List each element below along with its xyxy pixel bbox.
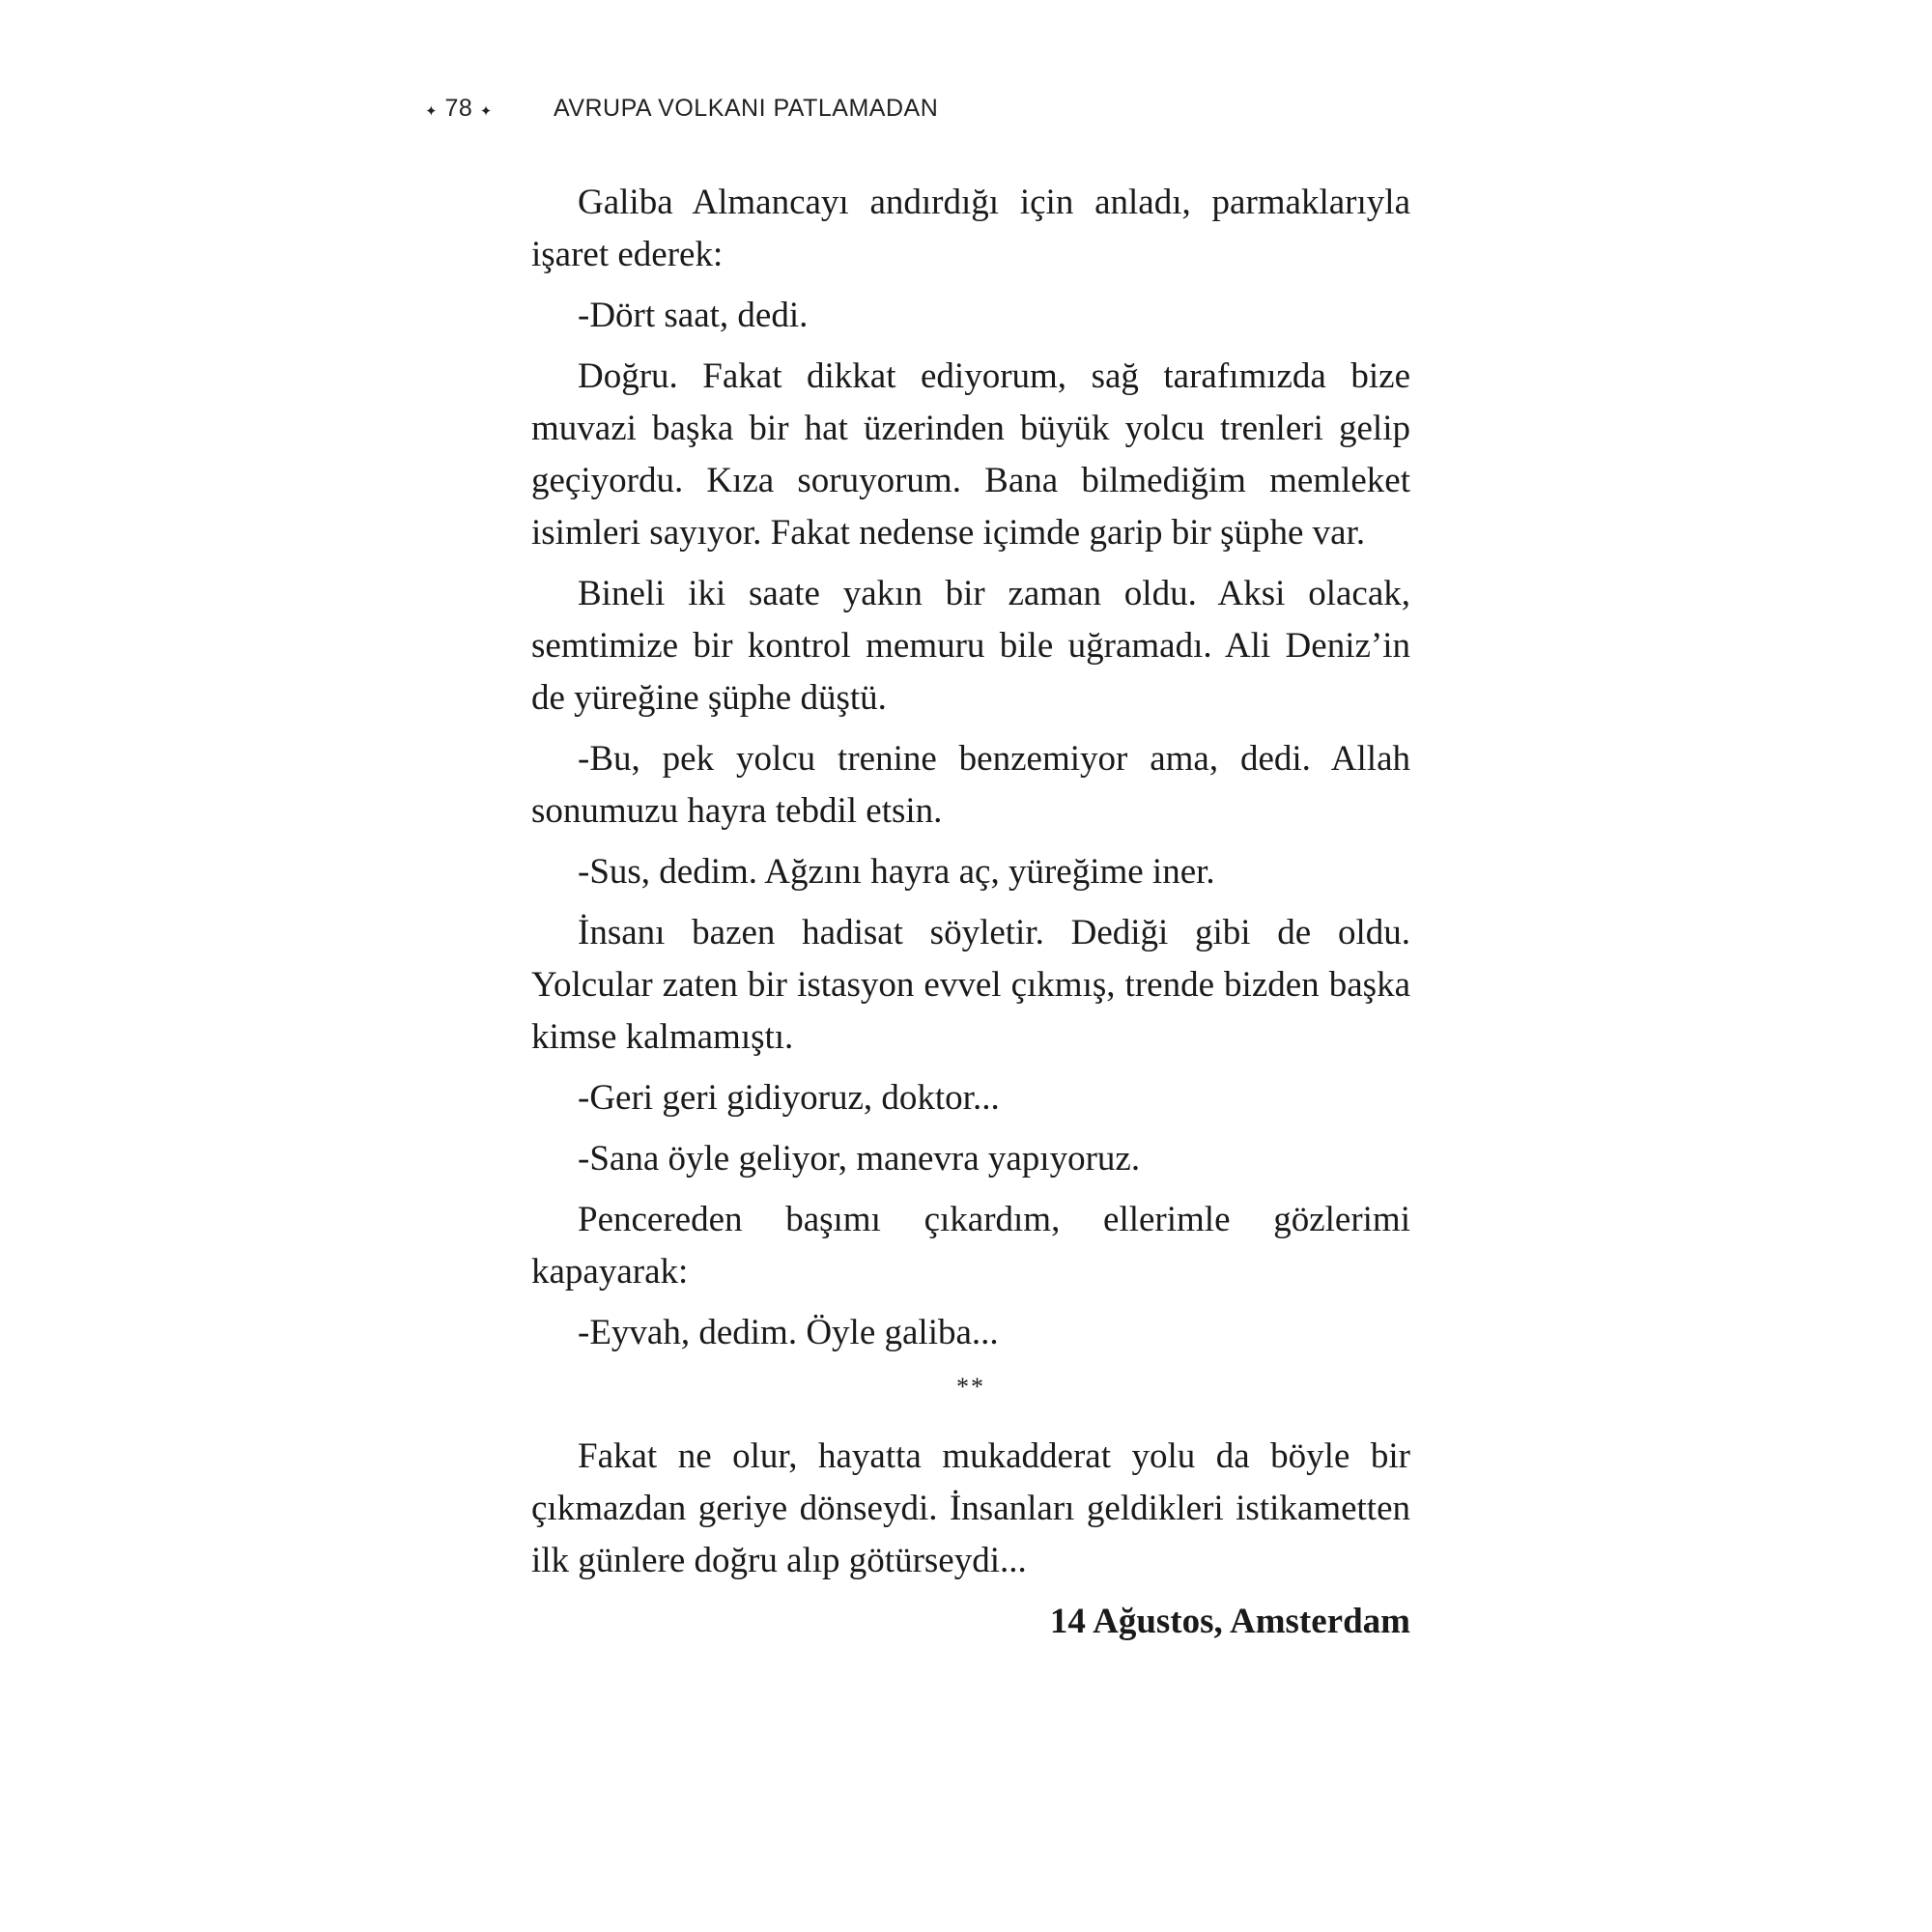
star-ornament-right: ✦ [479, 103, 493, 121]
paragraph: Galiba Almancayı andırdığı için anladı, parmaklarıyla işaret ederek: [531, 183, 1410, 274]
running-title: AVRUPA VOLKANI PATLAMADAN [554, 95, 939, 122]
paragraph: -Sana öyle geliyor, manevra yapıyoruz. [578, 1139, 1141, 1179]
page-number-group [425, 95, 493, 123]
paragraph: -Geri geri gidiyoruz, doktor... [578, 1078, 1000, 1118]
date-place-signature: 14 Ağustos, Amsterdam [1049, 1602, 1410, 1641]
paragraph: -Bu, pek yolcu trenine benzemiyor ama, dedi. Allah sonumuzu hayra tebdil etsin. [531, 739, 1410, 831]
paragraph: -Eyvah, dedim. Öyle galiba... [578, 1313, 999, 1352]
paragraph: İnsanı bazen hadisat söyletir. Dediği gibi de oldu. Yolcular zaten bir istasyon evvel çıkmış, trende bizden başka kimse kalmamıştı. [531, 913, 1410, 1057]
page-header [425, 95, 1410, 129]
paragraph: Bineli iki saate yakın bir zaman oldu. Aksi olacak, semtimize bir kontrol memuru bile uğramadı. Ali Deniz’in de yüreğine şüphe düştü. [531, 574, 1410, 718]
paragraph: -Sus, dedim. Ağzını hayra aç, yüreğime iner. [578, 852, 1215, 892]
star-ornament-left: ✦ [425, 103, 439, 121]
paragraph: Doğru. Fakat dikkat ediyorum, sağ tarafımızda bize muvazi başka bir hat üzerinden büyük yolcu trenleri gelip geçiyordu. Kıza soruyorum. Bana bilmediğim memleket isimleri sayıyor. Fakat nedense içimde garip bir şüphe var. [531, 356, 1410, 553]
scene-break: ** [956, 1373, 985, 1401]
paragraph: -Dört saat, dedi. [578, 296, 809, 335]
page-number: 78 [444, 95, 473, 122]
body-text [531, 177, 1410, 1648]
closing-paragraph: Fakat ne olur, hayatta mukadderat yolu da böyle bir çıkmazdan geriye dönseydi. İnsanları geldikleri istikametten ilk günlere doğru alıp götürseydi... [531, 1436, 1410, 1580]
paragraph: Pencereden başımı çıkardım, ellerimle gözlerimi kapayarak: [531, 1200, 1410, 1292]
